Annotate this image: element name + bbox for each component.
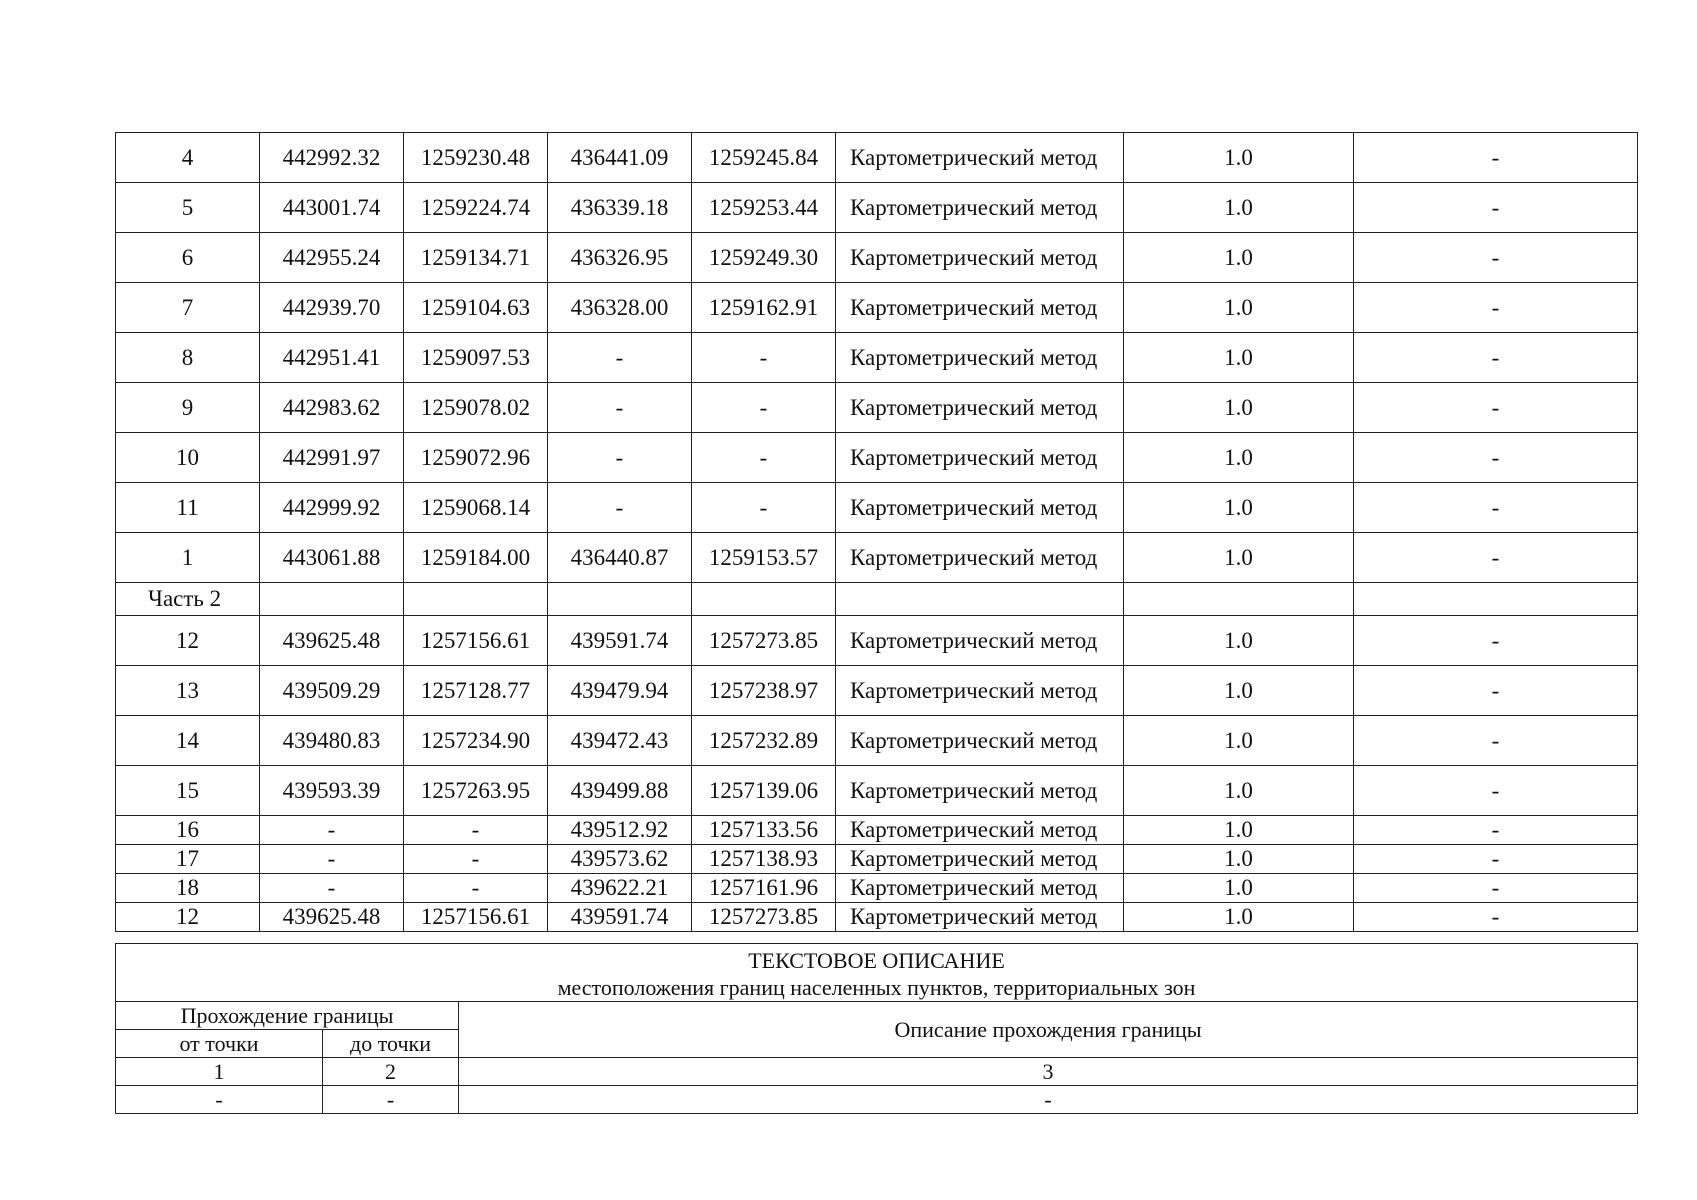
note-cell: - xyxy=(1354,483,1638,533)
table-row xyxy=(116,874,1638,903)
y-existing-cell: 1257161.96 xyxy=(692,874,836,903)
note-cell: - xyxy=(1354,433,1638,483)
x-existing-cell: 436440.87 xyxy=(548,533,692,583)
table-row xyxy=(116,616,1638,666)
precision-cell: 1.0 xyxy=(1124,533,1354,583)
table-row xyxy=(116,283,1638,333)
x-existing-cell: - xyxy=(548,333,692,383)
precision-cell: 1.0 xyxy=(1124,333,1354,383)
empty-cell xyxy=(260,583,404,616)
precision-cell: 1.0 xyxy=(1124,903,1354,932)
y-coordinate-cell: 1259184.00 xyxy=(404,533,548,583)
y-coordinate-cell: 1257234.90 xyxy=(404,716,548,766)
y-coordinate-cell: 1259134.71 xyxy=(404,233,548,283)
x-coordinate-cell: 439625.48 xyxy=(260,903,404,932)
point-number-cell: 13 xyxy=(116,666,260,716)
y-existing-cell: 1257238.97 xyxy=(692,666,836,716)
table-row xyxy=(116,766,1638,816)
x-coordinate-cell: 442983.62 xyxy=(260,383,404,433)
note-cell: - xyxy=(1354,816,1638,845)
point-number-cell: 9 xyxy=(116,383,260,433)
precision-cell: 1.0 xyxy=(1124,616,1354,666)
method-cell: Картометрический метод xyxy=(836,233,1124,283)
column-number-1: 1 xyxy=(116,1058,323,1086)
precision-cell: 1.0 xyxy=(1124,433,1354,483)
point-number-cell: 4 xyxy=(116,133,260,183)
precision-cell: 1.0 xyxy=(1124,383,1354,433)
description-title: ТЕКСТОВОЕ ОПИСАНИЕ xyxy=(748,947,1005,973)
method-cell: Картометрический метод xyxy=(836,283,1124,333)
note-cell: - xyxy=(1354,666,1638,716)
note-cell: - xyxy=(1354,533,1638,583)
x-coordinate-cell: 439509.29 xyxy=(260,666,404,716)
x-coordinate-cell: 439625.48 xyxy=(260,616,404,666)
x-existing-cell: 439591.74 xyxy=(548,616,692,666)
y-coordinate-cell: 1259068.14 xyxy=(404,483,548,533)
precision-cell: 1.0 xyxy=(1124,816,1354,845)
x-existing-cell: - xyxy=(548,483,692,533)
empty-cell xyxy=(836,583,1124,616)
y-existing-cell: 1257232.89 xyxy=(692,716,836,766)
point-number-cell: 15 xyxy=(116,766,260,816)
x-existing-cell: 436441.09 xyxy=(548,133,692,183)
y-coordinate-cell: 1257156.61 xyxy=(404,903,548,932)
x-existing-cell: 436326.95 xyxy=(548,233,692,283)
y-existing-cell: 1259162.91 xyxy=(692,283,836,333)
method-cell: Картометрический метод xyxy=(836,333,1124,383)
precision-cell: 1.0 xyxy=(1124,845,1354,874)
table-row xyxy=(116,716,1638,766)
point-number-cell: 5 xyxy=(116,183,260,233)
x-coordinate-cell: 442939.70 xyxy=(260,283,404,333)
y-coordinate-cell: 1259230.48 xyxy=(404,133,548,183)
method-cell: Картометрический метод xyxy=(836,533,1124,583)
empty-cell xyxy=(1124,583,1354,616)
point-number-cell: 14 xyxy=(116,716,260,766)
x-existing-cell: - xyxy=(548,383,692,433)
x-existing-cell: 436328.00 xyxy=(548,283,692,333)
y-existing-cell: 1257273.85 xyxy=(692,616,836,666)
empty-cell xyxy=(1354,583,1638,616)
table-row xyxy=(116,433,1638,483)
from-point-header: от точки xyxy=(116,1030,323,1058)
x-coordinate-cell: - xyxy=(260,845,404,874)
note-cell: - xyxy=(1354,233,1638,283)
table-row xyxy=(116,333,1638,383)
column-number-3: 3 xyxy=(459,1058,1638,1086)
x-coordinate-cell: 442992.32 xyxy=(260,133,404,183)
y-coordinate-cell: 1259224.74 xyxy=(404,183,548,233)
point-number-cell: 1 xyxy=(116,533,260,583)
y-existing-cell: - xyxy=(692,433,836,483)
y-existing-cell: - xyxy=(692,383,836,433)
x-coordinate-cell: 443001.74 xyxy=(260,183,404,233)
method-cell: Картометрический метод xyxy=(836,903,1124,932)
precision-cell: 1.0 xyxy=(1124,716,1354,766)
x-existing-cell: 439479.94 xyxy=(548,666,692,716)
point-number-cell: 12 xyxy=(116,903,260,932)
x-coordinate-cell: 443061.88 xyxy=(260,533,404,583)
precision-cell: 1.0 xyxy=(1124,183,1354,233)
x-existing-cell: 439622.21 xyxy=(548,874,692,903)
to-point-value: - xyxy=(323,1086,459,1114)
x-coordinate-cell: - xyxy=(260,816,404,845)
table-row xyxy=(116,383,1638,433)
note-cell: - xyxy=(1354,283,1638,333)
empty-cell xyxy=(404,583,548,616)
empty-cell xyxy=(548,583,692,616)
precision-cell: 1.0 xyxy=(1124,666,1354,716)
coordinates-table-body xyxy=(116,133,1638,932)
precision-cell: 1.0 xyxy=(1124,483,1354,533)
column-number-2: 2 xyxy=(323,1058,459,1086)
description-title-cell xyxy=(116,944,1638,1002)
point-number-cell: 17 xyxy=(116,845,260,874)
point-number-cell: 8 xyxy=(116,333,260,383)
note-cell: - xyxy=(1354,616,1638,666)
y-existing-cell: 1259249.30 xyxy=(692,233,836,283)
method-cell: Картометрический метод xyxy=(836,183,1124,233)
precision-cell: 1.0 xyxy=(1124,874,1354,903)
note-cell: - xyxy=(1354,716,1638,766)
precision-cell: 1.0 xyxy=(1124,133,1354,183)
y-existing-cell: 1257273.85 xyxy=(692,903,836,932)
point-number-cell: 11 xyxy=(116,483,260,533)
point-number-cell: 16 xyxy=(116,816,260,845)
table-row xyxy=(116,233,1638,283)
method-cell: Картометрический метод xyxy=(836,874,1124,903)
method-cell: Картометрический метод xyxy=(836,383,1124,433)
description-header: Описание прохождения границы xyxy=(459,1002,1638,1058)
x-coordinate-cell: 439480.83 xyxy=(260,716,404,766)
note-cell: - xyxy=(1354,383,1638,433)
y-coordinate-cell: 1259104.63 xyxy=(404,283,548,333)
method-cell: Картометрический метод xyxy=(836,766,1124,816)
y-existing-cell: 1259253.44 xyxy=(692,183,836,233)
point-number-cell: 10 xyxy=(116,433,260,483)
empty-cell xyxy=(692,583,836,616)
note-cell: - xyxy=(1354,766,1638,816)
method-cell: Картометрический метод xyxy=(836,433,1124,483)
note-cell: - xyxy=(1354,845,1638,874)
y-existing-cell: 1259245.84 xyxy=(692,133,836,183)
note-cell: - xyxy=(1354,903,1638,932)
note-cell: - xyxy=(1354,333,1638,383)
point-number-cell: 18 xyxy=(116,874,260,903)
x-existing-cell: 439499.88 xyxy=(548,766,692,816)
table-row xyxy=(116,903,1638,932)
text-description-table xyxy=(115,943,1638,1114)
table-row xyxy=(116,483,1638,533)
y-existing-cell: 1257139.06 xyxy=(692,766,836,816)
precision-cell: 1.0 xyxy=(1124,283,1354,333)
y-coordinate-cell: - xyxy=(404,874,548,903)
y-coordinate-cell: 1257156.61 xyxy=(404,616,548,666)
x-coordinate-cell: 442951.41 xyxy=(260,333,404,383)
part-row xyxy=(116,583,1638,616)
method-cell: Картометрический метод xyxy=(836,133,1124,183)
method-cell: Картометрический метод xyxy=(836,666,1124,716)
description-subtitle: местоположения границ населенных пунктов, территориальных зон xyxy=(557,974,1196,1000)
note-cell: - xyxy=(1354,133,1638,183)
x-coordinate-cell: 439593.39 xyxy=(260,766,404,816)
y-coordinate-cell: 1257128.77 xyxy=(404,666,548,716)
y-coordinate-cell: - xyxy=(404,816,548,845)
method-cell: Картометрический метод xyxy=(836,716,1124,766)
table-row xyxy=(116,533,1638,583)
table-row xyxy=(116,816,1638,845)
y-existing-cell: - xyxy=(692,483,836,533)
y-coordinate-cell: 1259097.53 xyxy=(404,333,548,383)
table-row xyxy=(116,666,1638,716)
y-coordinate-cell: - xyxy=(404,845,548,874)
note-cell: - xyxy=(1354,874,1638,903)
table-row xyxy=(116,845,1638,874)
point-number-cell: 12 xyxy=(116,616,260,666)
point-number-cell: 6 xyxy=(116,233,260,283)
y-existing-cell: - xyxy=(692,333,836,383)
x-existing-cell: 439512.92 xyxy=(548,816,692,845)
note-cell: - xyxy=(1354,183,1638,233)
boundary-header: Прохождение границы xyxy=(116,1002,459,1030)
precision-cell: 1.0 xyxy=(1124,766,1354,816)
y-existing-cell: 1257133.56 xyxy=(692,816,836,845)
precision-cell: 1.0 xyxy=(1124,233,1354,283)
to-point-header: до точки xyxy=(323,1030,459,1058)
x-coordinate-cell: 442991.97 xyxy=(260,433,404,483)
x-coordinate-cell: 442955.24 xyxy=(260,233,404,283)
point-number-cell: 7 xyxy=(116,283,260,333)
x-coordinate-cell: 442999.92 xyxy=(260,483,404,533)
x-coordinate-cell: - xyxy=(260,874,404,903)
coordinates-table xyxy=(115,132,1638,932)
description-value: - xyxy=(459,1086,1638,1114)
x-existing-cell: 439472.43 xyxy=(548,716,692,766)
from-point-value: - xyxy=(116,1086,323,1114)
y-existing-cell: 1259153.57 xyxy=(692,533,836,583)
x-existing-cell: 439591.74 xyxy=(548,903,692,932)
method-cell: Картометрический метод xyxy=(836,816,1124,845)
table-row xyxy=(116,183,1638,233)
x-existing-cell: - xyxy=(548,433,692,483)
x-existing-cell: 439573.62 xyxy=(548,845,692,874)
y-coordinate-cell: 1257263.95 xyxy=(404,766,548,816)
y-coordinate-cell: 1259072.96 xyxy=(404,433,548,483)
method-cell: Картометрический метод xyxy=(836,616,1124,666)
part-label: Часть 2 xyxy=(116,583,260,616)
y-existing-cell: 1257138.93 xyxy=(692,845,836,874)
method-cell: Картометрический метод xyxy=(836,845,1124,874)
y-coordinate-cell: 1259078.02 xyxy=(404,383,548,433)
method-cell: Картометрический метод xyxy=(836,483,1124,533)
table-row xyxy=(116,133,1638,183)
x-existing-cell: 436339.18 xyxy=(548,183,692,233)
